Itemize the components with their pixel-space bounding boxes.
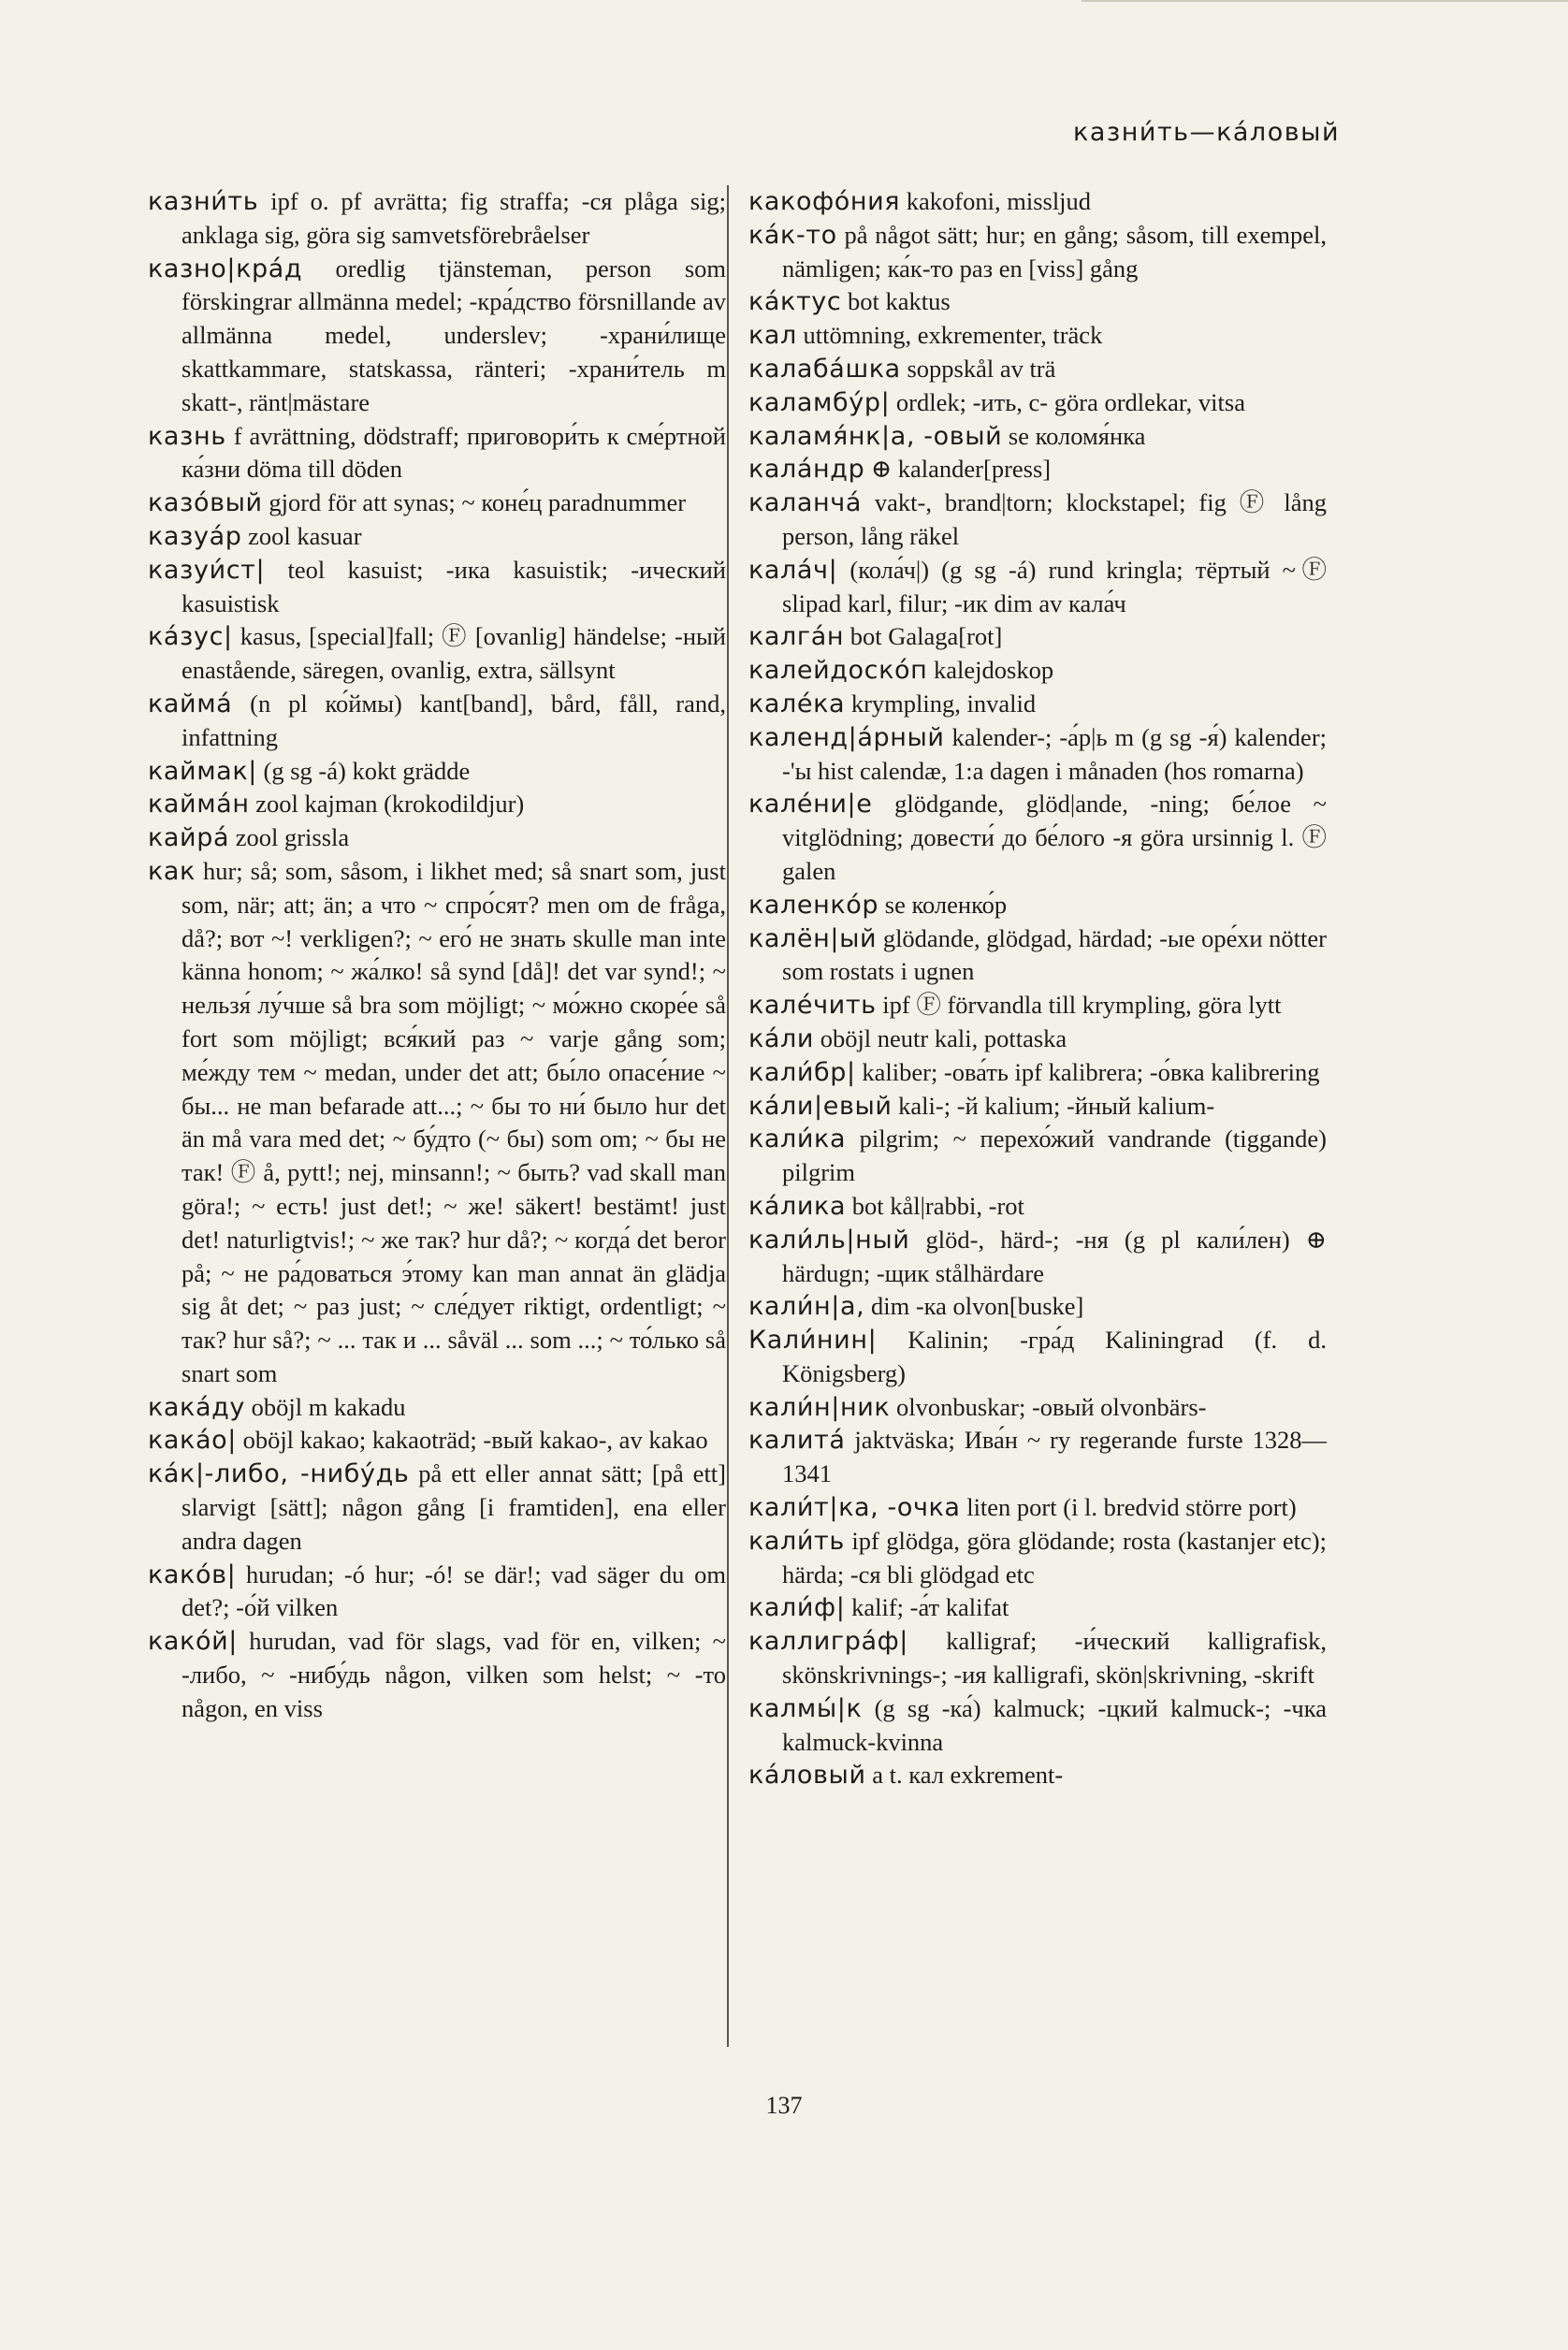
top-rule [1082,0,1568,2]
entry-headword: каламя́нк|а, -овый [748,421,1003,451]
entry-definition: zool grissla [229,823,350,852]
dictionary-entry [748,620,1327,654]
dictionary-entry [748,185,1327,219]
entry-definition: olvonbuskar; -овый olvonbärs- [890,1392,1207,1421]
left-column [148,185,726,1726]
entry-definition: jaktväska; Ива́н ~ ry regerande furste 1328—1341 [782,1426,1327,1488]
entry-headword: ка́зус| [148,622,233,652]
entry-definition: kasus, [special]fall; Ⓕ [ovanlig] händelse; -ный enastående, säregen, ovanlig, extra, sällsynt [181,622,726,685]
entry-definition: a t. кал exkrement- [865,1761,1064,1790]
dictionary-entry [148,788,726,821]
entry-headword: кайма́ [148,689,233,718]
entry-definition: zool kasuar [241,521,362,550]
dictionary-entry [748,989,1327,1023]
entry-definition: se коломя́нка [1002,421,1146,450]
entry-headword: калита́ [748,1426,846,1456]
entry-definition: gjord för att synas; ~ коне́ц paradnummer [262,488,687,517]
dictionary-entry [748,1625,1327,1692]
entry-definition: bot kål|rabbi, -rot [846,1191,1024,1220]
entry-definition: uttömning, exkrementer, träck [796,321,1103,350]
entry-headword: казнь [148,421,226,451]
entry-headword: кали́ф| [748,1593,846,1623]
entry-headword: како́й| [148,1627,238,1657]
entry-definition: kalif; -а́т kalifat [845,1593,1009,1622]
dictionary-entry [748,219,1327,286]
entry-definition: se коленко́р [878,890,1008,919]
entry-definition: ⊕ kalander[press] [864,455,1052,484]
dictionary-entry [748,1123,1327,1190]
entry-definition: (g sg -á) kokt grädde [256,756,471,785]
entry-definition: hur; så; som, såsom, i likhet med; så snart som, just som, när; att; än; а что ~ спро́сят? men om de fråga, då?; вот ~! verkligen?; ~ его́ не знать skulle man inte känna honom; ~ жа́лко! så synd [då]! det var synd!; ~ нельзя́ лу́чше så bra som möjligt; ~ мо́жно скоре́е så fort som möjligt; вся́кий раз ~ varje gång som; ме́жду тем ~ medan, under det att; бы́ло опасе́ние ~ бы... не man befarade att...; ~ бы то ни́ было hur det än må vara med det; ~ бу́дто (~ бы) som om; ~ бы не так! Ⓕ å, pytt!; nej, minsann!; ~ быть? vad skall man göra!; ~ есть! just det!; ~ же! säkert! bestämt! just det! naturligtvis!; ~ же так? hur då?; ~ когда́ det beror på; ~ не ра́доваться э́тому kan man annat än glädja sig åt det; ~ раз just; ~ сле́дует riktigt, ordentligt; ~ так? hur så?; ~ ... так и ... såväl ... som ...; ~ то́лько så snart som [181,856,726,1387]
entry-headword: кале́ни|е [748,790,873,820]
dictionary-entry [148,420,726,487]
dictionary-entry [748,1190,1327,1224]
dictionary-entry [748,922,1327,990]
entry-headword: кал [748,321,797,351]
dictionary-entry [748,1424,1327,1491]
entry-definition: liten port (i l. bredvid större port) [960,1493,1297,1522]
entry-definition: teol kasuist; -ика kasuistik; -ический kasuistisk [181,555,726,617]
entry-definition: soppskål av trä [900,354,1056,383]
entry-definition: oredlig tjänsteman, person som förskingrar allmänna medel; -кра́дство försnillande av allmänna medel, underslev; -храни́лище skattkammare, statskassa, ränteri; -храни́тель m skatt-, ränt|mästare [181,254,726,416]
entry-headword: казни́ть [148,187,259,216]
entry-definition: på något sätt; hur; en gång; såsom, till exempel, nämligen; ка́к-то раз en [viss] gång [782,220,1327,283]
entry-headword: како́в| [148,1559,237,1589]
entry-headword: календ|а́рный [748,722,945,752]
dictionary-entry [748,319,1327,353]
entry-definition: ordlek; -ить, с- göra ordlekar, vitsa [890,387,1245,416]
dictionary-entry [748,486,1327,554]
entry-definition: kalejdoskop [927,656,1054,685]
dictionary-entry [748,1023,1327,1056]
dictionary-entry [748,1759,1327,1792]
entry-headword: кали́ль|ный [748,1225,910,1255]
dictionary-entry [748,1056,1327,1090]
dictionary-entry [748,721,1327,789]
entry-headword: ка́ли [748,1023,815,1053]
dictionary-entry [148,688,726,755]
dictionary-entry [748,285,1327,319]
entry-headword: кале́чить [748,991,877,1021]
entry-headword: каленко́р [748,890,879,920]
entry-definition: (g sg -ка́) kalmuck; -цкий kalmuck-; -чка kalmuck-kvinna [782,1693,1327,1756]
entry-headword: кале́ка [748,689,846,718]
entry-headword: калейдоско́п [748,656,928,686]
entry-headword: кали́н|ник [748,1392,891,1422]
dictionary-entry [748,654,1327,688]
entry-headword: ка́к-то [748,220,837,250]
entry-definition: kakofoni, missljud [900,187,1092,215]
entry-definition: bot kaktus [841,287,951,316]
entry-definition: zool kajman (krokodildjur) [249,790,525,819]
right-column [748,185,1327,1792]
dictionary-entry [148,821,726,855]
entry-headword: кака́ду [148,1392,245,1422]
dictionary-entry [748,420,1327,454]
entry-definition: hurudan; -ó hur; -ó! se där!; vad säger du om det?; -о́й vilken [181,1559,726,1622]
dictionary-entry [748,353,1327,386]
entry-headword: Кали́нин| [748,1326,878,1356]
entry-headword: кали́н|а, [748,1292,865,1322]
dictionary-entry [748,386,1327,420]
entry-headword: кала́ч| [748,555,838,585]
dictionary-entry [748,1290,1327,1324]
dictionary-entry [148,755,726,789]
dictionary-entry [148,1391,726,1425]
dictionary-entry [148,1424,726,1458]
entry-headword: каланча́ [748,488,863,518]
dictionary-entry [748,554,1327,621]
entry-definition: (кола́ч|) (g sg -á) rund kringla; тёртый ~Ⓕ slipad karl, filur; -ик dim av кала́ч [782,555,1327,617]
entry-headword: казуа́р [148,521,242,551]
dictionary-entry [748,688,1327,721]
dictionary-entry [748,1692,1327,1760]
dictionary-entry [148,520,726,554]
entry-headword: кака́о| [148,1426,237,1456]
entry-headword: кали́ка [748,1124,847,1154]
entry-headword: кала́ндр [748,455,865,485]
entry-headword: каймак| [148,756,257,786]
dictionary-entry [748,1224,1327,1291]
dictionary-entry [748,889,1327,922]
dictionary-entry [748,1525,1327,1592]
entry-definition: ipf Ⓕ förvandla till krympling, göra lytt [876,991,1282,1020]
dictionary-entry [148,1458,726,1558]
entry-definition: (n pl ко́ймы) kant[band], bård, fåll, rand, infattning [181,689,726,751]
entry-headword: казуи́ст| [148,555,266,585]
entry-headword: как [148,856,196,886]
dictionary-entry [148,620,726,688]
entry-definition: kalligraf; -и́ческий kalligrafisk, skönskrivnings-; -ия kalligrafi, skön|skrivning, -skrift [782,1627,1327,1690]
entry-definition: vakt-, brand|torn; klockstapel; fig Ⓕ lång person, lång räkel [782,488,1327,550]
entry-headword: кали́ть [748,1526,845,1556]
entry-headword: казо́вый [148,488,263,518]
entry-headword: кали́бр| [748,1057,856,1087]
entry-definition: oböjl kakao; kakaoträd; -вый kakao-, av kakao [236,1426,708,1455]
entry-headword: кайра́ [148,823,230,853]
entry-definition: pilgrim; ~ перехо́жий vandrande (tiggande) pilgrim [782,1124,1327,1187]
entry-headword: ка́ловый [748,1761,866,1791]
dictionary-entry [148,1559,726,1626]
dictionary-entry [148,554,726,621]
dictionary-entry [148,185,726,253]
dictionary-entry [748,1391,1327,1425]
dictionary-entry [148,253,726,420]
dictionary-entry [748,1090,1327,1124]
column-divider [727,185,729,2047]
entry-definition: kali-; -й kalium; -йный kalium- [892,1091,1215,1120]
entry-headword: ка́к|-либо, -нибу́дь [148,1459,410,1489]
entry-definition: glöd-, härd-; -ня (g pl кали́лен) ⊕ härdugn; -щик stålhärdare [782,1225,1327,1287]
entry-headword: ка́лика [748,1191,847,1221]
entry-headword: каламбу́р| [748,387,891,417]
entry-headword: кали́т|ка, -очка [748,1493,961,1523]
dictionary-entry [148,855,726,1391]
entry-headword: ка́ктус [748,287,842,317]
entry-headword: кайма́н [148,790,250,820]
dictionary-entry [748,1324,1327,1391]
entry-definition: dim -ка olvon[buske] [864,1292,1084,1321]
entry-definition: glödande, glödgad, härdad; -ые оре́хи nötter som rostats i ugnen [782,923,1327,986]
entry-definition: på ett eller annat sätt; [på ett] slarvigt [sätt]; någon gång [i framtiden], ena eller andra dagen [181,1459,726,1555]
entry-headword: казно|кра́д [148,254,303,283]
entry-definition: kaliber; -ова́ть ipf kalibrera; -о́вка kalibrering [855,1057,1320,1086]
entry-definition: glödgande, glöd|ande, -ning; бе́лое ~ vitglödning; довести́ до бе́лого -я göra ursinnig l. Ⓕ galen [782,790,1327,885]
entry-definition: bot Galaga[rot] [844,622,1003,651]
entry-headword: калмы́|к [748,1693,863,1723]
dictionary-entry [748,453,1327,486]
entry-definition: f avrättning, dödstraff; приговори́ть к сме́ртной ка́зни döma till döden [181,421,726,484]
entry-headword: калён|ый [748,923,878,953]
dictionary-entry [148,486,726,520]
entry-headword: калаба́шка [748,354,901,384]
entry-definition: krympling, invalid [845,689,1037,718]
running-head: казни́ть—ка́ловый [1073,118,1340,147]
dictionary-entry [148,1625,726,1725]
entry-definition: oböjl m kakadu [244,1392,406,1421]
entry-headword: каллигра́ф| [748,1627,908,1657]
entry-definition: Kalinin; -гра́д Kaliningrad (f. d. Königsberg) [782,1326,1327,1387]
entry-definition: ipf o. pf avrätta; fig straffa; -ся plåga sig; anklaga sig, göra sig samvetsförebråelser [181,187,726,249]
page-number: 137 [765,2092,803,2119]
dictionary-entry [748,1491,1327,1525]
entry-definition: kalender-; -а́р|ь m (g sg -я́) kalender; -'ы hist calendæ, 1:a dagen i månaden (hos romarna) [782,722,1327,785]
entry-definition: hurudan, vad för slags, vad för en, vilken; ~ -либо, ~ -нибу́дь någon, vilken som helst; ~ -то någon, en viss [181,1627,726,1722]
entry-headword: ка́ли|евый [748,1091,893,1121]
entry-definition: ipf glödga, göra glödande; rosta (kastanjer etc); härda; -ся bli glödgad etc [782,1526,1327,1588]
entry-definition: oböjl neutr kali, pottaska [814,1023,1067,1052]
entry-headword: калга́н [748,622,845,652]
dictionary-entry [748,788,1327,888]
entry-headword: какофо́ния [748,187,901,216]
dictionary-entry [748,1591,1327,1625]
